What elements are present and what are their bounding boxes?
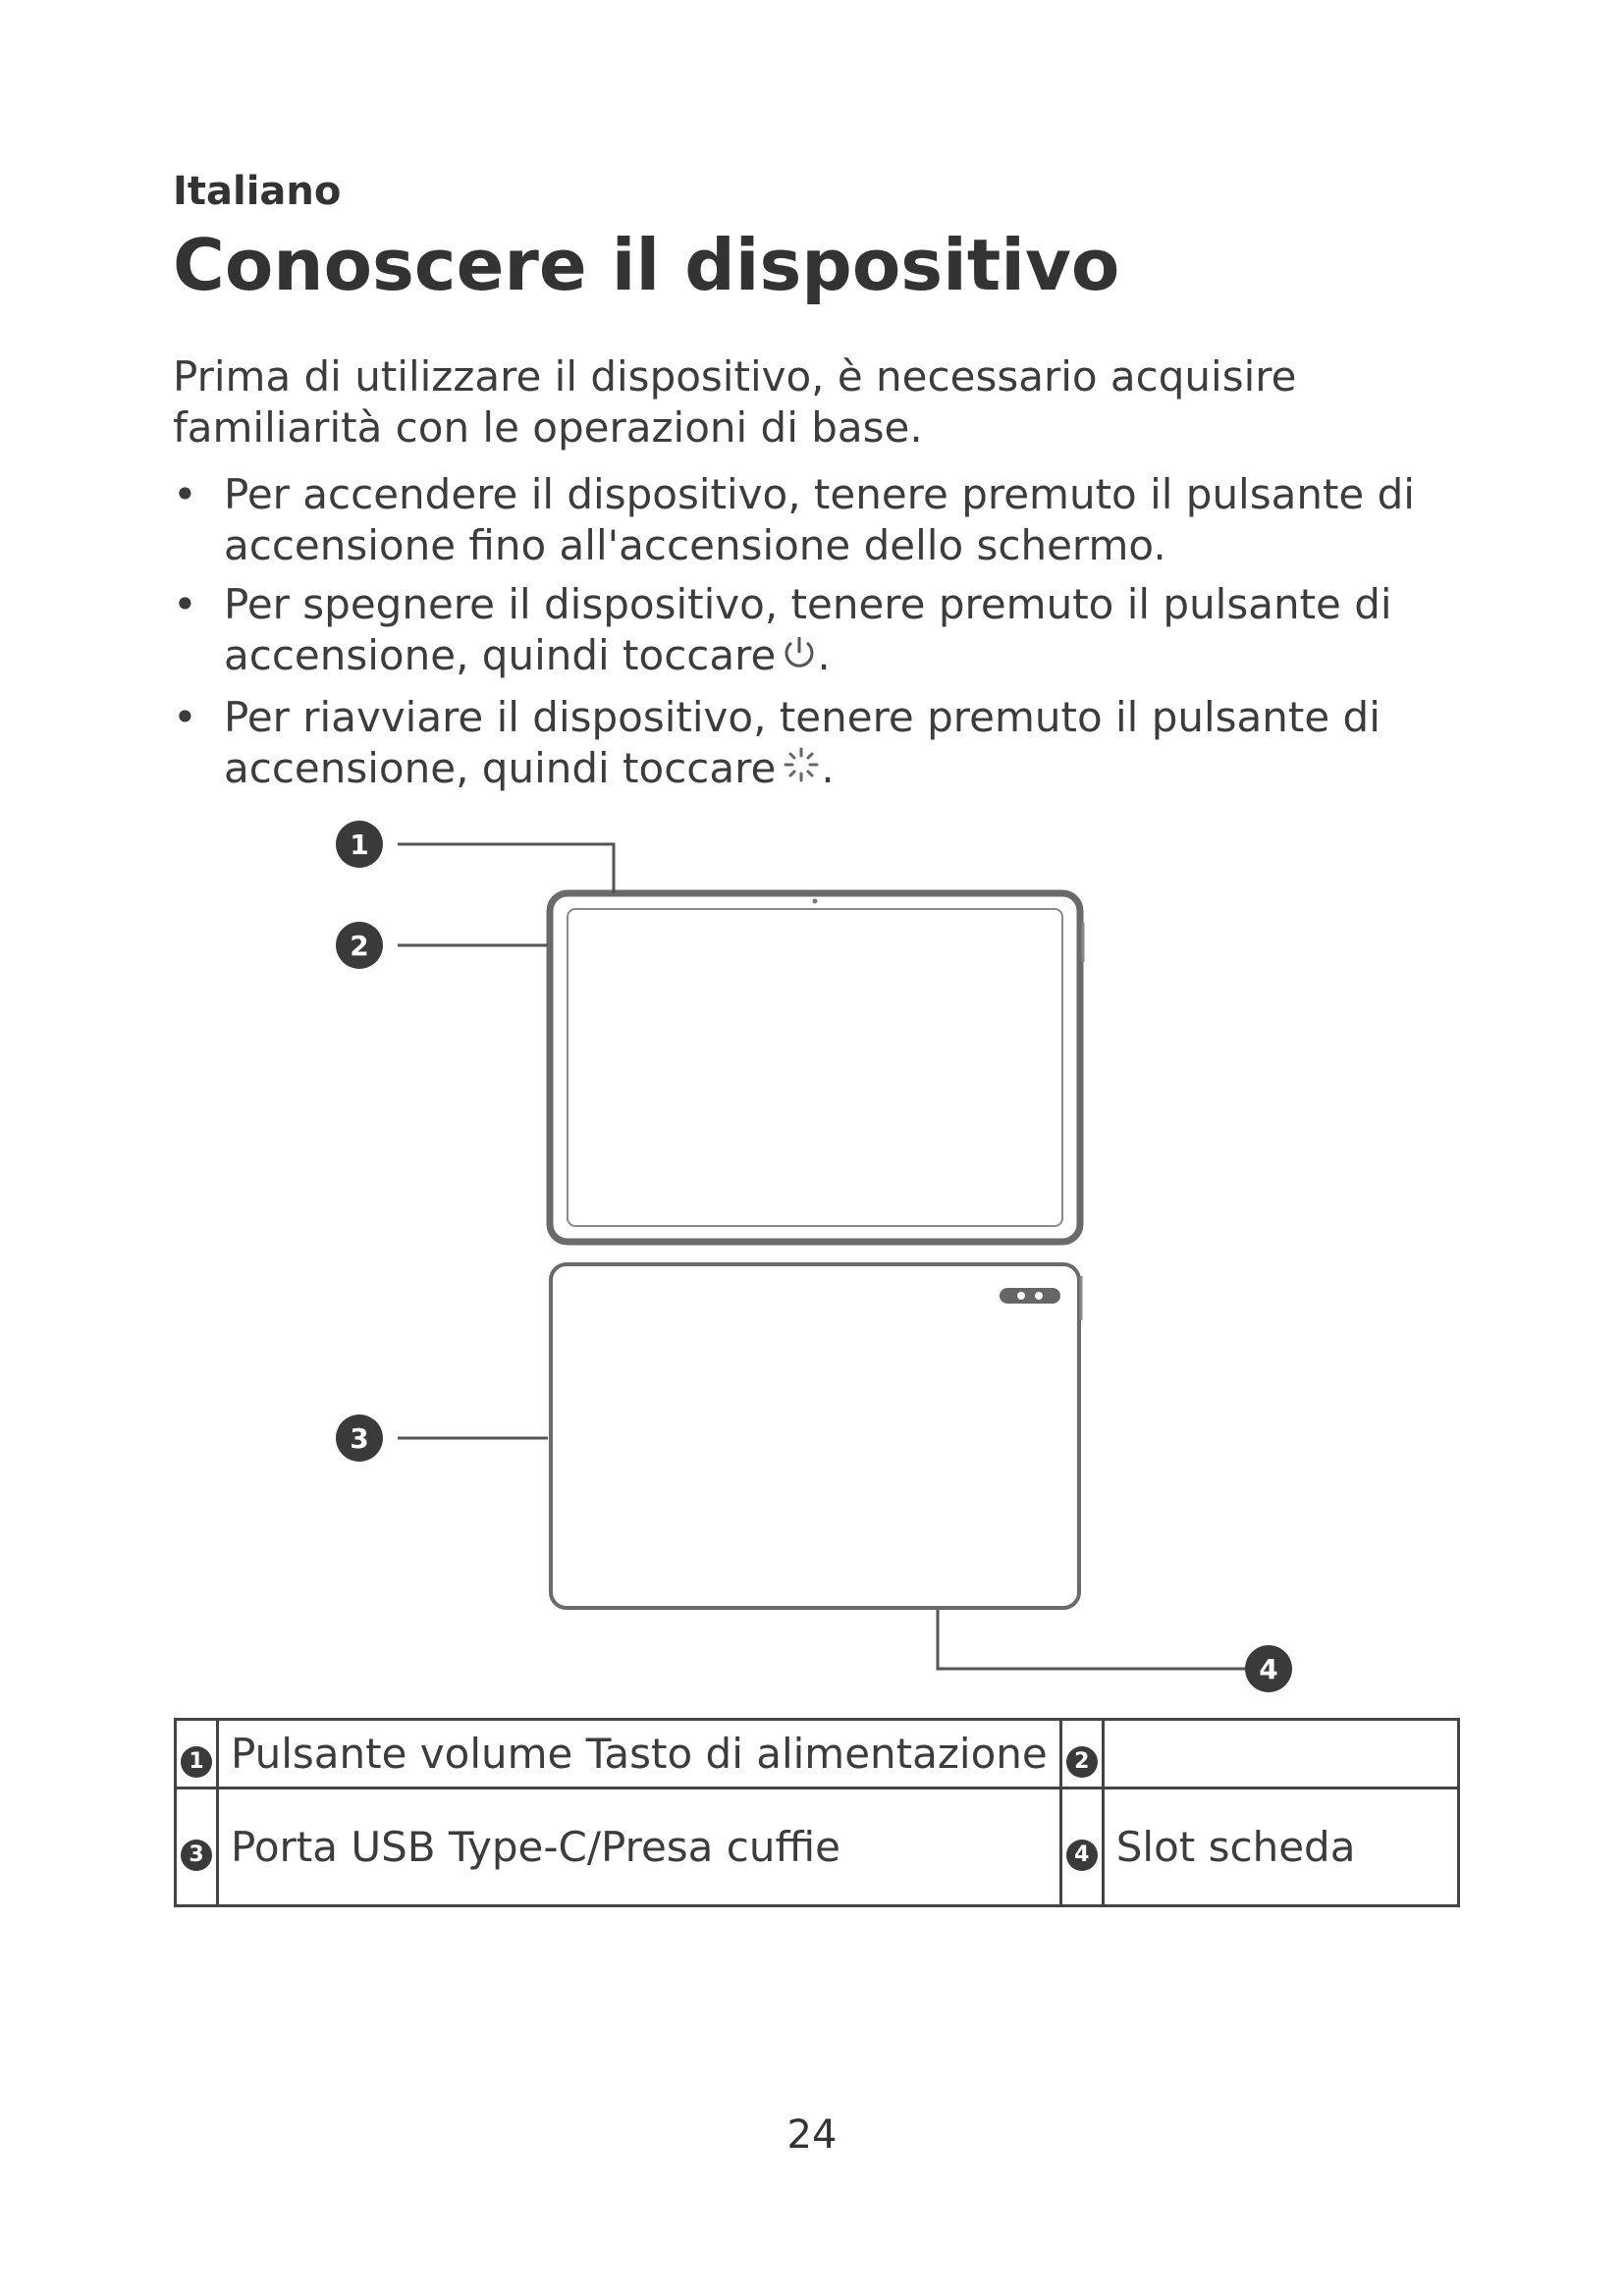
legend-label <box>1103 1720 1458 1789</box>
intro-paragraph: Prima di utilizzare il dispositivo, è necessario acquisire familiarità con le operazioni di base. <box>173 352 1297 452</box>
page-number: 24 <box>786 2112 838 2158</box>
legend-num-cell <box>1060 1720 1103 1789</box>
page-title: Conoscere il dispositivo <box>173 224 1120 306</box>
callout-3 <box>336 1415 383 1462</box>
tablet-back <box>551 1264 1081 1608</box>
callout-4 <box>1245 1645 1292 1692</box>
bullet-end: . <box>821 743 835 792</box>
legend-num-cell <box>176 1789 218 1906</box>
bullet-text: Per spegnere il dispositivo, tenere premuto il pulsante di accensione, quindi toccare <box>224 580 1392 679</box>
language-label: Italiano <box>173 169 342 214</box>
svg-text:4: 4 <box>1259 1653 1278 1685</box>
legend-badge: 2 <box>1066 1746 1098 1778</box>
legend-num-cell <box>176 1720 218 1789</box>
svg-text:2: 2 <box>350 930 369 962</box>
bullet-text: Per riavviare il dispositivo, tenere premuto il pulsante di accensione, quindi toccare <box>224 692 1380 792</box>
bullet-char: • <box>173 692 197 741</box>
legend-badge: 3 <box>181 1840 212 1871</box>
legend-num-cell <box>1060 1789 1103 1906</box>
bullet-char: • <box>173 580 197 628</box>
legend-label <box>218 1720 1061 1789</box>
bullet-text: Per accendere il dispositivo, tenere premuto il pulsante di accensione fino all'accensione dello schermo. <box>224 470 1415 569</box>
legend-badge: 4 <box>1066 1840 1098 1871</box>
callout-1 <box>336 821 383 868</box>
legend-table <box>174 1718 1460 1907</box>
legend-badge: 1 <box>181 1746 212 1778</box>
legend-label: Slot scheda <box>1103 1789 1458 1906</box>
legend-label: Porta USB Type-C/Presa cuffie <box>218 1789 1061 1906</box>
legend-label-text: Pulsante volume Tasto di alimentazione <box>231 1730 1048 1778</box>
tablet-front <box>550 893 1083 1242</box>
svg-text:3: 3 <box>350 1422 369 1455</box>
table-row <box>176 1789 1459 1906</box>
callout-2 <box>336 922 383 969</box>
table-row <box>176 1720 1459 1789</box>
bullet-end: . <box>817 631 831 679</box>
svg-text:1: 1 <box>350 828 369 861</box>
bullet-char: • <box>173 470 197 518</box>
